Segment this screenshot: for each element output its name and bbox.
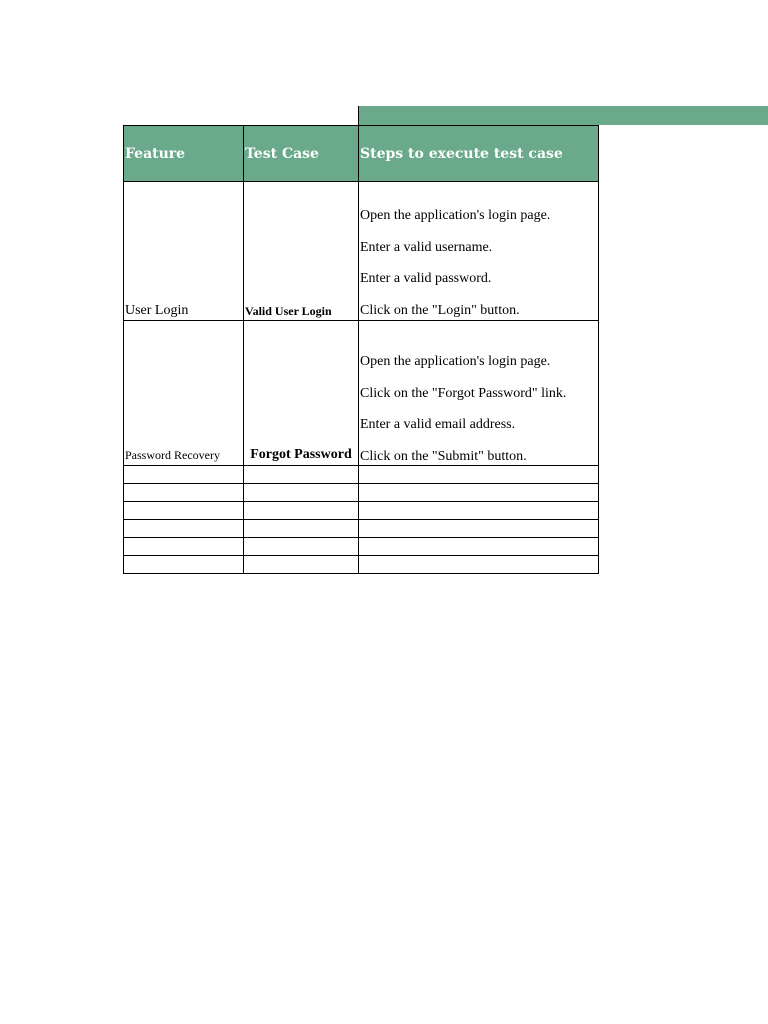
empty-row [124,537,599,555]
empty-row [124,465,599,483]
empty-cell[interactable] [359,555,599,573]
step-item: Enter a valid username. [360,239,493,255]
cell-feature[interactable] [124,182,244,321]
empty-cell[interactable] [359,519,599,537]
empty-cell[interactable] [359,483,599,501]
empty-row [124,519,599,537]
cell-feature[interactable] [124,321,244,466]
empty-cell[interactable] [359,465,599,483]
empty-cell[interactable] [124,537,244,555]
header-steps[interactable]: Steps to execute test case [359,126,599,182]
empty-cell[interactable] [124,501,244,519]
step-item: Enter a valid password. [360,271,492,286]
step-item: Open the application's login page. [360,208,551,223]
header-band [358,106,768,125]
empty-cell[interactable] [244,519,359,537]
table-row [124,182,599,321]
header-test-case[interactable]: Test Case [244,126,359,182]
table-row [124,321,599,466]
empty-cell[interactable] [124,519,244,537]
empty-cell[interactable] [124,483,244,501]
step-item: Click on the "Submit" button. [360,448,527,464]
empty-cell[interactable] [359,537,599,555]
steps-list [359,354,598,465]
empty-cell[interactable] [124,555,244,573]
table-header-row [124,126,599,182]
empty-row [124,555,599,573]
empty-cell[interactable] [244,483,359,501]
empty-cell[interactable] [124,465,244,483]
empty-cell[interactable] [244,465,359,483]
empty-row [124,501,599,519]
cell-steps[interactable] [359,321,599,466]
cell-test-case[interactable] [244,321,359,466]
header-feature[interactable]: Feature [124,126,244,182]
cell-steps[interactable] [359,182,599,321]
step-item: Click on the "Login" button. [360,302,520,318]
step-item: Open the application's login page. [360,354,551,369]
empty-cell[interactable] [244,501,359,519]
empty-cell[interactable] [244,555,359,573]
feature-text: Password Recovery [125,447,220,462]
empty-cell[interactable] [244,537,359,555]
test-case-text: Forgot Password [250,446,352,462]
empty-cell[interactable] [359,501,599,519]
test-case-table [123,125,599,574]
steps-list [359,208,598,319]
step-item: Enter a valid email address. [360,417,516,432]
empty-row [124,483,599,501]
cell-test-case[interactable] [244,182,359,321]
step-item: Click on the "Forgot Password" link. [360,385,567,401]
test-case-text: Valid User Login [245,304,332,318]
feature-text: User Login [125,303,189,318]
